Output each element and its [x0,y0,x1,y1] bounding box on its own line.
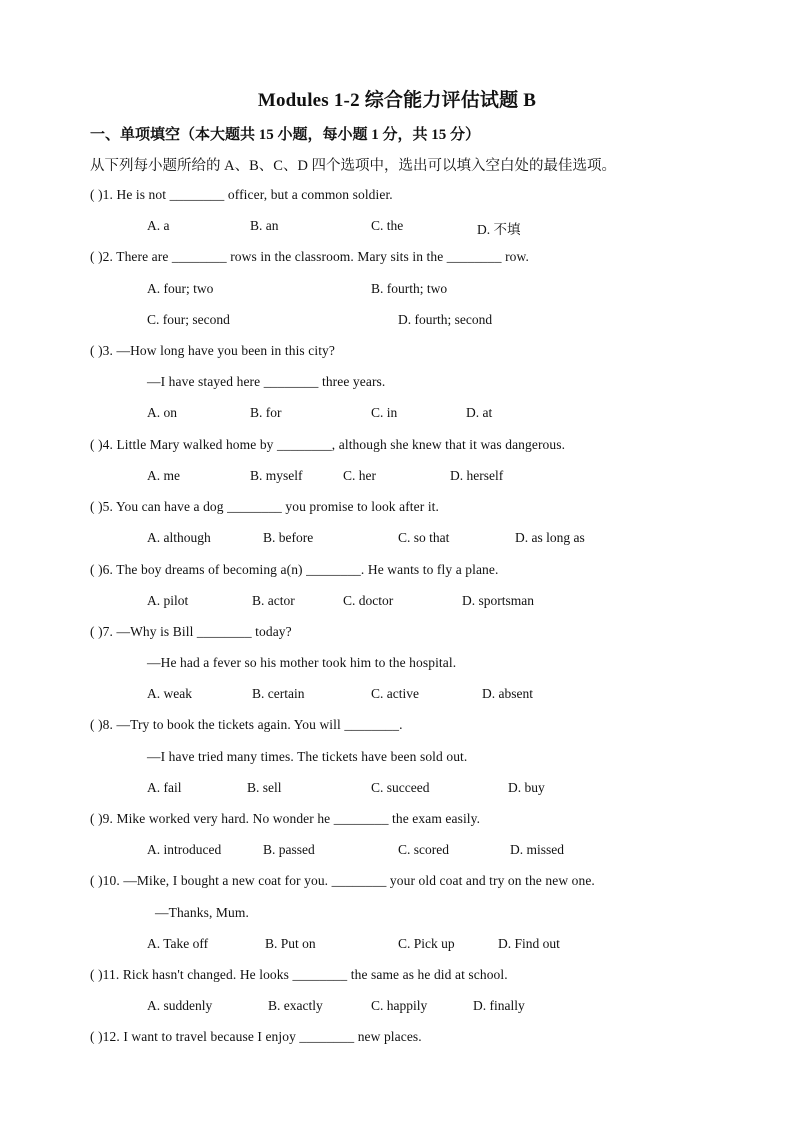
question-dialogue: —I have stayed here ________ three years. [147,374,386,389]
option-b[interactable]: B. certain [252,686,305,701]
option-c[interactable]: C. happily [371,998,428,1013]
question-stem: ( )3. —How long have you been in this city? [90,343,335,358]
option-a[interactable]: A. pilot [147,593,189,608]
question-stem: ( )4. Little Mary walked home by ________, although she knew that it was dangerous. [90,437,566,452]
option-c[interactable]: C. doctor [343,593,394,608]
option-a[interactable]: A. suddenly [147,998,213,1013]
option-c[interactable]: C. succeed [371,780,430,795]
option-b[interactable]: B. myself [250,468,303,483]
option-a[interactable]: A. a [147,218,170,233]
option-a[interactable]: A. introduced [147,842,222,857]
option-b[interactable]: B. actor [252,593,295,608]
page-title: Modules 1-2 综合能力评估试题 B [257,90,537,111]
option-c[interactable]: C. in [371,405,398,420]
option-c[interactable]: C. the [371,218,404,233]
option-c[interactable]: C. four; second [147,312,230,327]
option-b[interactable]: B. for [250,405,282,420]
option-c[interactable]: C. her [343,468,376,483]
question-stem: ( )7. —Why is Bill ________ today? [90,624,292,639]
question-stem: ( )8. —Try to book the tickets again. You will ________. [90,717,403,732]
option-a[interactable]: A. four; two [147,281,214,296]
option-d[interactable]: D. at [466,405,493,420]
option-b[interactable]: B. before [263,530,314,545]
option-d[interactable]: D. fourth; second [398,312,493,327]
question-stem: ( )2. There are ________ rows in the classroom. Mary sits in the ________ row. [90,249,529,264]
option-d[interactable]: D. absent [482,686,533,701]
option-c[interactable]: C. so that [398,530,450,545]
section-heading: 一、单项填空（本大题共 15 小题，每小题 1 分，共 15 分） [90,127,481,143]
question-stem: ( )10. —Mike, I bought a new coat for you. ________ your old coat and try on the new one. [90,873,595,888]
option-b[interactable]: B. an [250,218,279,233]
option-a[interactable]: A. weak [147,686,192,701]
option-c[interactable]: C. Pick up [398,936,455,951]
option-b[interactable]: B. fourth; two [371,281,448,296]
option-b[interactable]: B. exactly [268,998,323,1013]
option-d[interactable]: D. buy [508,780,545,795]
option-a[interactable]: A. me [147,468,180,483]
option-c[interactable]: C. active [371,686,419,701]
option-d[interactable]: D. 不填 [477,222,521,237]
option-d[interactable]: D. Find out [498,936,560,951]
option-d[interactable]: D. herself [450,468,504,483]
option-a[interactable]: A. Take off [147,936,209,951]
question-stem: ( )5. You can have a dog ________ you promise to look after it. [90,499,439,514]
question-dialogue: —Thanks, Mum. [155,905,249,920]
option-d[interactable]: D. missed [510,842,564,857]
option-b[interactable]: B. Put on [265,936,316,951]
option-a[interactable]: A. on [147,405,177,420]
question-stem: ( )11. Rick hasn't changed. He looks ________ the same as he did at school. [90,967,508,982]
question-stem: ( )12. I want to travel because I enjoy ________ new places. [90,1029,422,1044]
question-dialogue: —I have tried many times. The tickets have been sold out. [147,749,468,764]
option-c[interactable]: C. scored [398,842,449,857]
option-d[interactable]: D. finally [473,998,525,1013]
question-dialogue: —He had a fever so his mother took him to the hospital. [147,655,457,670]
question-stem: ( )6. The boy dreams of becoming a(n) ________. He wants to fly a plane. [90,562,499,577]
question-stem: ( )1. He is not ________ officer, but a common soldier. [90,187,393,202]
option-d[interactable]: D. sportsman [462,593,534,608]
option-a[interactable]: A. fail [147,780,182,795]
option-d[interactable]: D. as long as [515,530,585,545]
question-stem: ( )9. Mike worked very hard. No wonder he ________ the exam easily. [90,811,481,826]
option-a[interactable]: A. although [147,530,211,545]
option-b[interactable]: B. sell [247,780,282,795]
section-instruction: 从下列每小题所给的 A、B、C、D 四个选项中，选出可以填入空白处的最佳选项。 [90,158,617,174]
option-b[interactable]: B. passed [263,842,315,857]
